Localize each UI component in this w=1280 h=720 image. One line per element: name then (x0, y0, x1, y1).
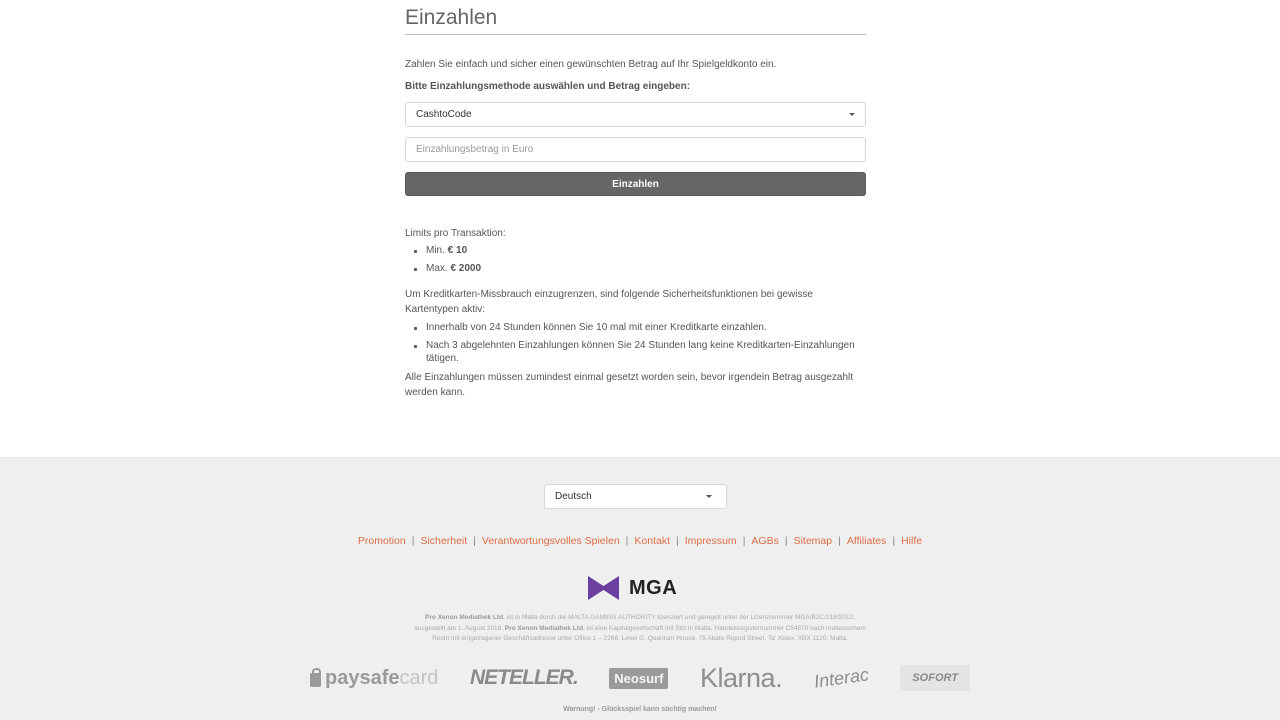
mga-logo[interactable] (588, 576, 677, 600)
link-separator: | (838, 535, 841, 547)
limits-label: Limits pro Transaktion: (405, 228, 506, 239)
gambling-warning: Warnung! - Glücksspiel kann süchtig machen! (563, 706, 717, 713)
interac-logo: Interac (812, 663, 870, 692)
payment-method-select[interactable] (405, 102, 866, 127)
limit-max-label: Max. (426, 263, 451, 274)
lock-icon (310, 673, 321, 687)
company-name: Pro Xenon Mediathek Ltd. (425, 614, 505, 621)
security-list (405, 321, 866, 365)
footer-link-agbs[interactable]: AGBs (751, 535, 779, 547)
paysafe-text: paysafe (325, 666, 400, 689)
footer-link-promotion[interactable]: Promotion (357, 535, 406, 547)
footer-link-verantwortungsvolles-spielen[interactable]: Verantwortungsvolles Spielen (481, 535, 620, 547)
language-select[interactable] (544, 484, 727, 509)
paysafecard-logo (310, 667, 438, 690)
deposit-submit-button[interactable]: Einzahlen (405, 172, 866, 196)
withdrawal-note: Alle Einzahlungen müssen zumindest einmal gesetzt worden sein, bevor irgendein Betrag ausgezahlt werden kann. (405, 372, 854, 398)
link-separator: | (625, 535, 629, 547)
legal-line-3: Recht mit eingetragener Geschäftsadresse unter Office 1 – 2268, Level G, Quantum House, 75 Abate Rigord Street, Ta' Xbiex, XBX 1120, Malta. (432, 635, 848, 642)
payment-method-value: CashtoCode (416, 109, 472, 120)
limit-item-min (405, 244, 866, 257)
deposit-intro: Zahlen Sie einfach und sicher einen gewünschten Betrag auf Ihr Spielgeldkonto ein. (405, 59, 777, 70)
limit-min-label: Min. (426, 245, 448, 256)
neosurf-logo: Neosurf (609, 668, 668, 689)
footer-links (0, 535, 1280, 547)
chevron-down-icon (706, 495, 712, 498)
link-separator: | (473, 535, 476, 547)
legal-line-1: ist in Malta durch die MALTA GAMING AUTHORITY lizenziert und geregelt unter der Lizenznummer MGA/B2C/218/2012, (504, 614, 855, 621)
security-item: Nach 3 abgelehnten Einzahlungen können Sie 24 Stunden lang keine Kreditkarten-Einzahlungen tätigen. (405, 339, 866, 365)
title-divider (405, 34, 866, 35)
security-intro: Um Kreditkarten-Missbrauch einzugrenzen, sind folgende Sicherheitsfunktionen bei gewisse Kartentypen aktiv: (405, 289, 813, 315)
security-item: Innerhalb von 24 Stunden können Sie 10 mal mit einer Kreditkarte einzahlen. (405, 321, 866, 334)
language-value: Deutsch (555, 491, 592, 502)
link-separator: | (892, 535, 896, 547)
legal-text (330, 613, 950, 645)
footer-link-sicherheit[interactable]: Sicherheit (420, 535, 468, 547)
mga-icon (588, 576, 619, 600)
klarna-logo: Klarna. (700, 662, 783, 693)
footer-link-affiliates[interactable]: Affiliates (846, 535, 887, 547)
legal-line-2-start: ausgestellt am 1. August 2018. (414, 624, 505, 632)
paysafe-card-text: card (399, 666, 439, 689)
payment-logos (310, 658, 970, 698)
amount-input[interactable] (405, 137, 866, 162)
link-separator: | (676, 535, 679, 547)
deposit-panel (405, 0, 866, 400)
mga-label: MGA (629, 576, 678, 599)
link-separator: | (411, 535, 415, 547)
footer-link-kontakt[interactable]: Kontakt (634, 535, 671, 547)
link-separator: | (784, 535, 788, 547)
limit-min-value: € 10 (447, 245, 468, 256)
footer-link-impressum[interactable]: Impressum (684, 535, 737, 547)
company-name: Pro Xenon Mediathek Ltd. (504, 624, 585, 632)
limit-item-max (405, 262, 866, 275)
sofort-logo: SOFORT (900, 665, 970, 691)
limits-list (405, 244, 866, 275)
footer-link-hilfe[interactable]: Hilfe (901, 535, 923, 547)
deposit-instruction: Bitte Einzahlungsmethode auswählen und Betrag eingeben: (405, 81, 691, 92)
footer (0, 457, 1280, 720)
page-title: Einzahlen (405, 6, 498, 29)
legal-line-2: ist eine Kapitalgesellschaft mit Sitz in Malta, Handelsregisternummer C54870 nach maltesischem (584, 624, 866, 632)
chevron-down-icon (849, 113, 855, 116)
limit-max-value: € 2000 (450, 263, 482, 274)
link-separator: | (742, 535, 746, 547)
neteller-logo: NETELLER. (470, 666, 578, 689)
footer-link-sitemap[interactable]: Sitemap (793, 535, 833, 547)
